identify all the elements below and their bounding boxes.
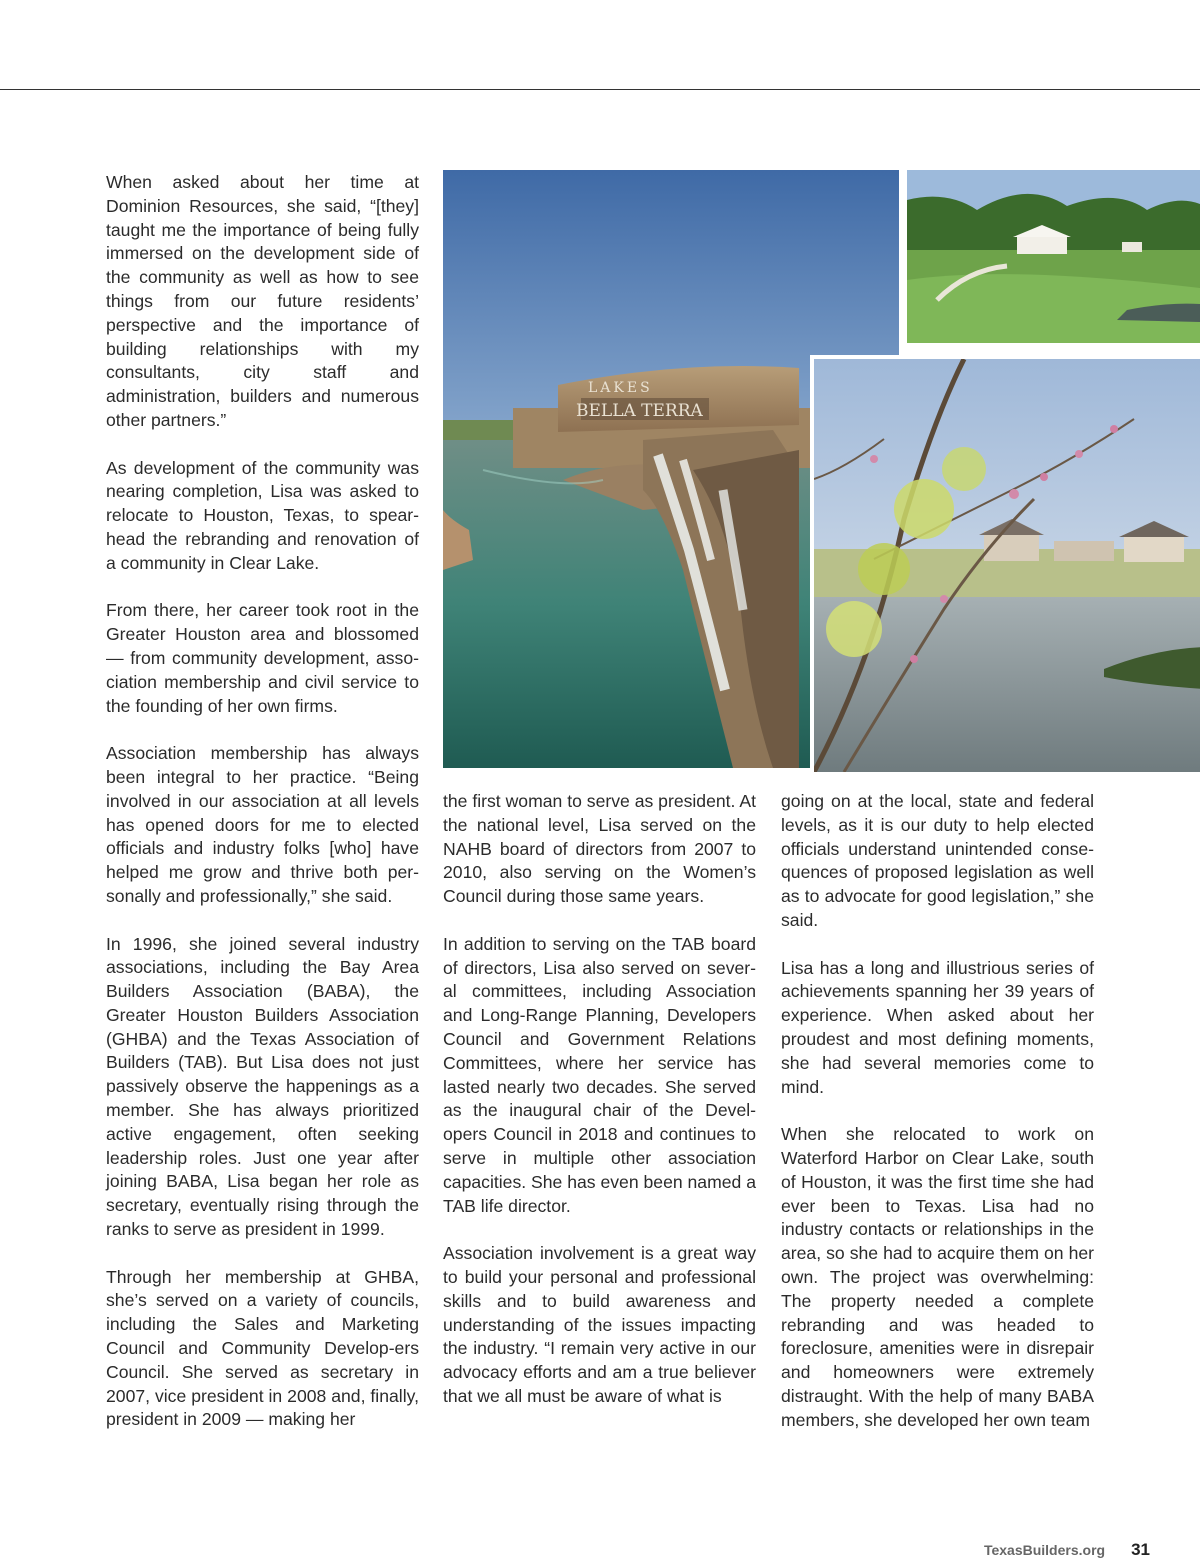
footer-site: TexasBuilders.org xyxy=(983,1542,1106,1558)
paragraph: Lisa has a long and illustrious series of achievements spanning her 39 years of experience. When asked about her proudest and most defining moments, she had several memories come to mind. xyxy=(781,957,1094,1097)
paragraph: As development of the community was nearing completion, Lisa was asked to relocate to Houston, Texas, to spear-head the rebranding and renovation of a community in Clear Lake. xyxy=(106,457,419,573)
sign-text-lakes: LAKES xyxy=(588,380,653,396)
golf-course-photo xyxy=(907,170,1200,343)
page-footer xyxy=(984,1540,1150,1560)
lake-homes-photo xyxy=(810,355,1200,772)
paragraph: Association membership has always been integral to her practice. “Being involved in our association at all levels has opened doors for me to elected officials and industry folks [who] have helped me grow and thrive both per-sonally and professionally,” she said. xyxy=(106,743,419,906)
paragraph: the first woman to serve as president. At the national level, Lisa served on the NAHB board of directors from 2007 to 2010, also serving on the Women’s Council during those same years. xyxy=(443,791,756,907)
paragraph: When asked about her time at Dominion Resources, she said, “[they] taught me the importance of being fully immersed on the development side of the community as well as how to see things from our future residents’ perspective and the importance of building relationships with my consultants, city staff and administration, builders and numerous other partners.” xyxy=(106,172,419,430)
paragraph: In 1996, she joined several industry associations, including the Bay Area Builders Association (BABA), the Greater Houston Builders Association (GHBA) and the Texas Association of Builders (TAB). But Lisa does not just passively observe the happenings as a member. She has always prioritized active engagement, often seeking leadership roles. Just one year after joining BABA, Lisa began her role as secretary, eventually rising through the ranks to serve as president in 1999. xyxy=(106,933,419,1240)
paragraph: Association involvement is a great way to build your personal and professional skills and to build awareness and understanding of the issues impacting the industry. “I remain very active in our advocacy efforts and am a true believer that we all must be aware of what is xyxy=(443,1243,756,1406)
paragraph: going on at the local, state and federal levels, as it is our duty to help elected officials understand unintended conse-quences of proposed legislation as well as to advocate for good legislation,” she said. xyxy=(781,791,1094,930)
paragraph: From there, her career took root in the Greater Houston area and blossomed — from community development, asso-ciation membership and civil service to the founding of her own firms. xyxy=(106,600,419,716)
article-column-2 xyxy=(443,790,756,1409)
paragraph: When she relocated to work on Waterford Harbor on Clear Lake, south of Houston, it was the first time she had ever been to Texas. Lisa had no industry contacts or relationships in the area, so she had to acquire them on her own. The project was overwhelming: The property needed a complete rebranding and was headed to foreclosure, amenities were in disrepair and homeowners were extremely distraught. With the help of many BABA members, she developed her own team xyxy=(781,1124,1094,1430)
sign-text-bella-terra: BELLA TERRA xyxy=(576,401,703,421)
header-rule xyxy=(0,89,1200,90)
paragraph: In addition to serving on the TAB board of directors, Lisa also served on sever-al committees, including Association and Long-Range Planning, Developers Council and Government Relations Committees, where her service has lasted nearly two decades. She served as the inaugural chair of the Devel-opers Council in 2018 and continues to serve in multiple other association capacities. She has even been named a TAB life director. xyxy=(443,933,756,1216)
page-number: 31 xyxy=(1131,1540,1150,1559)
paragraph: Through her membership at GHBA, she’s served on a variety of councils, including the Sales and Marketing Council and Community Develop-ers Council. She served as secretary in 2007, vice president in 2008 and, finally, president in 2009 — making her xyxy=(106,1266,419,1430)
article-column-1 xyxy=(106,171,419,1432)
article-column-3 xyxy=(781,790,1094,1433)
